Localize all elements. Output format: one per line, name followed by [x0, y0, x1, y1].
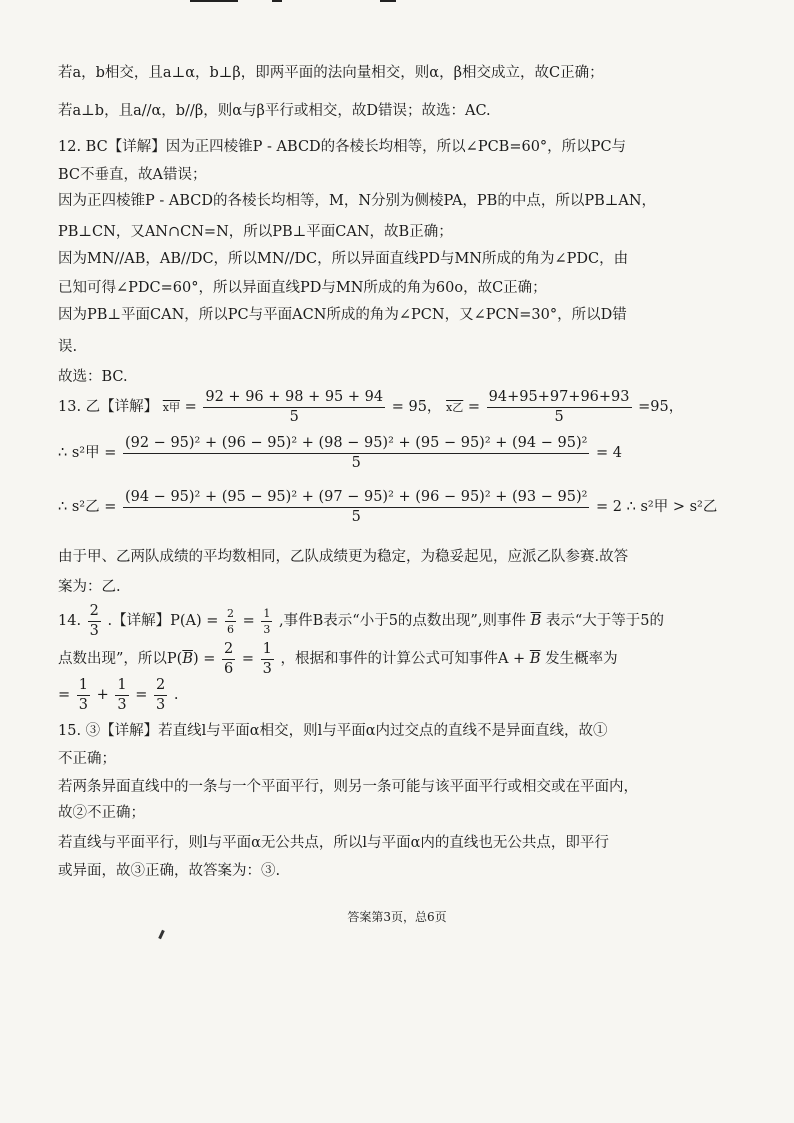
text-line: PB⊥CN，又AN∩CN=N，所以PB⊥平面CAN，故B正确；: [58, 224, 453, 240]
event-b-complement: $\overline{B}$: [182, 651, 193, 667]
mean-jia-symbol: x甲: [162, 401, 180, 414]
fraction: $\frac{1}{3}$: [262, 641, 272, 677]
q14-result-line: = $\frac{1}{3}$ + $\frac{1}{3}$ = $\frac{2}{3}$ .: [58, 677, 179, 713]
text-line: 若直线与平面平行，则l与平面α无公共点，所以l与平面α内的直线也无公共点，即平行: [58, 835, 609, 851]
top-scan-marks: [190, 0, 450, 4]
fraction: $\frac{1}{3}$: [78, 677, 88, 713]
text-line: 不正确；: [58, 751, 116, 767]
text-line: 故②不正确；: [58, 805, 145, 821]
q13-mean-line: 13. 乙【详解】 x甲 = $\frac{92 + 96 + 98 + 95 + 94}{5}$ = 95， x乙 = $\frac{94+95+97+96+93}{5}$ =95，: [58, 389, 684, 425]
event-b-complement: $\overline{B}$: [530, 613, 542, 629]
text-line: 因为PB⊥平面CAN，所以PC与平面ACN所成的角为∠PCN，又∠PCN=30°，所以D错: [58, 307, 627, 323]
mean-yi-symbol: x乙: [446, 401, 464, 414]
text-line: 若两条异面直线中的一条与一个平面平行，则另一条可能与该平面平行或相交或在平面内，: [58, 779, 638, 795]
text-line: 因为正四棱锥P - ABCD的各棱长均相等，M，N分别为侧棱PA，PB的中点，所以PB⊥AN，: [58, 193, 657, 209]
text-line: 若a，b相交，且a⊥α，b⊥β，即两平面的法向量相交，则α，β相交成立，故C正确；: [58, 65, 604, 81]
text-line: 已知可得∠PDC=60°，所以异面直线PD与MN所成的角为60o，故C正确；: [58, 280, 547, 296]
variance-yi-line: ∴ s²乙 = (94 − 95)² + (95 − 95)² + (97 − 95)² + (96 − 95)² + (93 − 95)² 5 = 2 ∴ s²甲 > s²乙: [58, 489, 718, 525]
fraction: $\frac{2}{3}$: [155, 677, 166, 713]
fraction: $\frac{1}{3}$: [117, 677, 127, 713]
fraction: $\frac{94+95+97+96+93}{5}$: [488, 389, 630, 425]
text-line: 因为MN//AB，AB//DC，所以MN//DC，所以异面直线PD与MN所成的角为∠PDC，由: [58, 251, 629, 267]
text-line: 案为：乙.: [58, 579, 121, 595]
q15-line: 15. ③【详解】若直线l与平面α相交，则l与平面α内过交点的直线不是异面直线，故①: [58, 723, 608, 739]
q14-line: 14. $\frac{2}{3}$ .【详解】P(A) = $\frac{2}{6}$ = $\frac{1}{3}$ ,事件B表示“小于5的点数出现”,则事件 $\overline{B}$ 表示“大于等于5的: [58, 603, 664, 639]
fraction: (94 − 95)² + (95 − 95)² + (97 − 95)² + (96 − 95)² + (93 − 95)² 5: [124, 489, 588, 525]
q13-label: 13. 乙【详解】: [58, 399, 159, 415]
fraction: $\frac{2}{3}$: [89, 603, 99, 639]
text-line: 误.: [58, 339, 78, 355]
fraction: $\frac{2}{6}$: [227, 606, 235, 636]
event-b-complement: $\overline{B}$: [529, 651, 541, 667]
text-line: 故选：BC.: [58, 369, 128, 385]
variance-jia-line: ∴ s²甲 = (92 − 95)² + (96 − 95)² + (98 − 95)² + (95 − 95)² + (94 − 95)² 5 = 4: [58, 435, 623, 471]
text-line: 若a⊥b，且a//α，b//β，则α与β平行或相交，故D错误；故选：AC.: [58, 103, 491, 119]
fraction: $\frac{92 + 96 + 98 + 95 + 94}{5}$: [205, 389, 384, 425]
q14-line-2: 点数出现”，所以$P(\overline{B})$ = $\frac{2}{6}$ = $\frac{1}{3}$ ，根据和事件的计算公式可知事件$A + \overline{B}$ 发生概率为: [58, 641, 618, 677]
text-line: BC不垂直，故A错误；: [58, 167, 207, 183]
fraction: $\frac{1}{3}$: [263, 606, 271, 636]
page-footer: 答案第3页，总6页: [347, 910, 447, 924]
text-line: 或异面，故③正确，故答案为：③.: [58, 863, 281, 879]
fraction: $\frac{2}{6}$: [224, 641, 234, 677]
fraction: (92 − 95)² + (96 − 95)² + (98 − 95)² + (95 − 95)² + (94 − 95)² 5: [124, 435, 588, 471]
text-line: 由于甲、乙两队成绩的平均数相同，乙队成绩更为稳定，为稳妥起见，应派乙队参赛.故答: [58, 549, 629, 565]
q12-line: 12. BC【详解】因为正四棱锥P - ABCD的各棱长均相等，所以∠PCB=60°，所以PC与: [58, 139, 627, 155]
scan-speck: [158, 930, 165, 939]
